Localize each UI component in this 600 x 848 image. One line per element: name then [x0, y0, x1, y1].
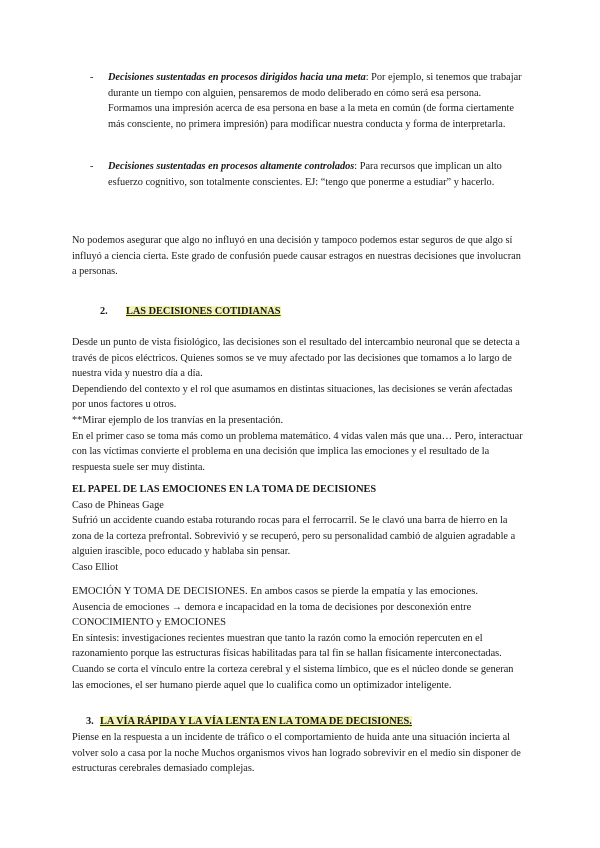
- bullet-text: [108, 159, 522, 190]
- paragraph: En el primer caso se toma más como un problema matemático. 4 vidas valen más que una… Pero, interactuar con las víctimas convierte el problema en una decisión que implica las emociones y el resultado de la respuesta suele ser muy distinta.: [72, 430, 523, 473]
- bullet-bold-term: Decisiones sustentadas en procesos dirigidos hacia una meta: [108, 72, 366, 83]
- emotion-decision-line: Ausencia de emociones → demora e incapacidad en la toma de decisiones por desconexión entre: [72, 601, 472, 613]
- emotion-decision-section: [72, 584, 524, 693]
- bullet-bold-term: Decisiones sustentadas en procesos altamente controlados: [108, 161, 355, 172]
- case-text: Sufrió un accidente cuando estaba roturando rocas para el ferrocarril. Se le clavó una barra de hierro en la zona de la corteza prefrontal. Sobrevivió y se recuperó, pero su personalidad cambió de alguien agradable a alguien irascible, poco educado y hablaba sin pensar.: [72, 515, 516, 558]
- case-title: Caso de Phineas Gage: [72, 499, 164, 511]
- bullet-body: : Por ejemplo, si tenemos que trabajar durante un tiempo con alguien, pensaremos de modo deliberado en cómo será esa persona. Formamos una impresión acerca de esa persona en base a la meta en común (de forma ciertamente más consciente, no primera impresión) para modificar nuestra conducta y forma de interpretarla.: [108, 72, 522, 130]
- section-2-heading: [100, 304, 281, 320]
- section-number: 3.: [86, 716, 94, 727]
- section-2-body: [72, 335, 524, 475]
- bullet-item: [90, 159, 522, 190]
- section-title: LA VÍA RÁPIDA Y LA VÍA LENTA EN LA TOMA DE DECISIONES.: [100, 716, 412, 727]
- intro-paragraph: No podemos asegurar que algo no influyó en una decisión y tampoco podemos estar seguros de que algo sí influyó a ciencia cierta. Este grado de confusión puede causar estragos en nuestras decisiones que involucran a personas.: [72, 235, 521, 278]
- section-title: LAS DECISIONES COTIDIANAS: [126, 306, 281, 317]
- paragraph: **Mirar ejemplo de los tranvías en la presentación.: [72, 414, 284, 426]
- section-3-paragraph: Piense en la respuesta a un incidente de tráfico o el comportamiento de huida ante una situación incierta al volver solo a casa por la noche Muchos organismos vivos han logrado sobrevivir en el medio sin disponer de estructuras cerebrales demasiado complejas.: [72, 732, 521, 775]
- bullet-text: [108, 70, 522, 132]
- paragraph: Desde un punto de vista fisiológico, las decisiones son el resultado del intercambio neuronal que se detecta a través de picos eléctricos. Quienes somos se ve muy afectado por las decisiones que tomamos a lo largo de nuestra vida y nuestro día a día.: [72, 337, 520, 380]
- paragraph: Dependiendo del contexto y el rol que asumamos en distintas situaciones, las decisiones se verán afectadas por unos factores u otros.: [72, 383, 513, 411]
- section-3-heading: [86, 714, 412, 730]
- bullet-dash: -: [90, 72, 94, 83]
- emotions-section: [72, 482, 524, 576]
- emotions-heading: EL PAPEL DE LAS EMOCIONES EN LA TOMA DE DECISIONES: [72, 484, 377, 495]
- emotion-decision-line: EMOCIÓN Y TOMA DE DECISIONES. En ambos casos se pierde la empatía y las emociones.: [72, 586, 479, 597]
- section-number: 2.: [100, 306, 108, 317]
- emotion-decision-line: CONOCIMIENTO y EMOCIONES: [72, 617, 227, 629]
- synthesis-paragraph: En síntesis: investigaciones recientes muestran que tanto la razón como la emoción repercuten en el razonamiento porque las estructuras físicas habilitadas para tal fin se hallan físicamente interconectadas. Cuando se corta el vínculo entre la corteza cerebral y el sistema límbico, que es el núcleo donde se generan las emociones, el ser humano pierde aquel que lo cualifica como un optimizador inteligente.: [72, 632, 514, 691]
- bullet-item: [90, 70, 522, 132]
- bullet-body: : Para recursos que implican un alto esfuerzo cognitivo, son totalmente conscientes. EJ: “tengo que ponerme a estudiar” y hacerlo.: [108, 161, 502, 188]
- case-title: Caso Elliot: [72, 561, 119, 573]
- bullet-dash: -: [90, 161, 94, 172]
